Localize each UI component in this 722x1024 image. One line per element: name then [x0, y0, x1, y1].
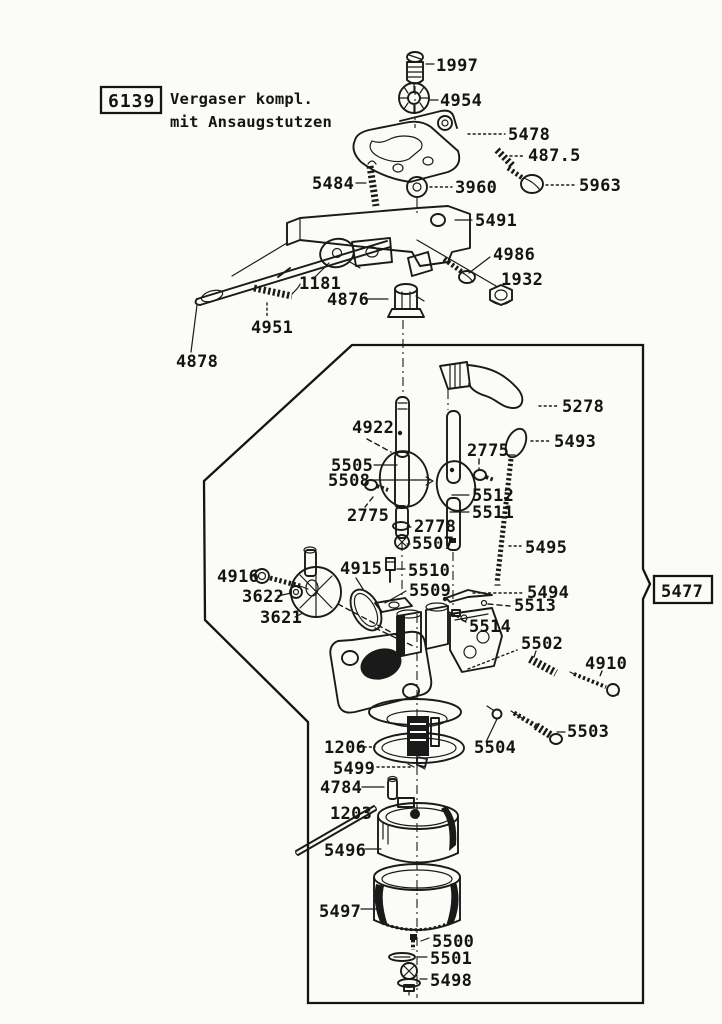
part-drawing-4876 [388, 284, 424, 317]
header [101, 87, 332, 131]
part-label-4876: 4876 [327, 290, 370, 310]
part-label-5484: 5484 [312, 174, 355, 194]
part-label-5505: 5505 [331, 456, 374, 476]
part-label-5278: 5278 [562, 397, 605, 417]
page-title-line1: Vergaser kompl. [170, 90, 313, 108]
page-title-line2: mit Ansaugstutzen [170, 113, 333, 131]
part-label-5514: 5514 [469, 617, 512, 637]
part-label-1932: 1932 [501, 270, 544, 290]
part-label-5510: 5510 [408, 561, 451, 581]
part-label-3960: 3960 [455, 178, 498, 198]
part-label-4954: 4954 [440, 91, 483, 111]
part-drawing-4784-pin [388, 777, 397, 800]
part-drawing-5504-pin [487, 706, 502, 719]
part-drawing-4910-screw [570, 672, 619, 696]
part-label-2778: 2778 [414, 517, 457, 537]
part-label-5478: 5478 [508, 125, 551, 145]
part-drawing-1181 [317, 235, 360, 271]
part-label-5963: 5963 [579, 176, 622, 196]
part-label-4784: 4784 [320, 778, 363, 798]
part-label-1181: 1181 [299, 274, 342, 294]
part-label-5477: 5477 [661, 582, 704, 602]
part-label-5496: 5496 [324, 841, 367, 861]
part-label-5507: 5507 [412, 534, 455, 554]
part-label-2775-lower: 2775 [347, 506, 390, 526]
part-label-4922: 4922 [352, 418, 395, 438]
part-label-3621: 3621 [260, 608, 303, 628]
catalog-number: 6139 [108, 91, 156, 112]
part-label-1203: 1203 [330, 804, 373, 824]
part-label-5501: 5501 [430, 949, 473, 969]
part-drawing-3621 [291, 547, 341, 617]
part-label-4986: 4986 [493, 245, 536, 265]
part-label-5494: 5494 [527, 583, 570, 603]
part-label-5498: 5498 [430, 971, 473, 991]
part-label-4951: 4951 [251, 318, 294, 338]
part-label-5509: 5509 [409, 581, 452, 601]
part-label-5508: 5508 [328, 471, 371, 491]
part-drawing-5278 [440, 362, 522, 408]
part-label-4916: 4916 [217, 567, 260, 587]
part-drawing-5484 [368, 161, 376, 206]
part-drawing-4986 [444, 259, 475, 283]
part-drawing-5503-screw [511, 711, 562, 744]
part-label-5511: 5511 [472, 503, 515, 523]
part-labels [176, 56, 627, 991]
part-drawing-5501-washer [389, 953, 415, 961]
part-label-4915: 4915 [340, 559, 383, 579]
part-label-1997: 1997 [436, 56, 479, 76]
part-drawing-5491 [287, 206, 470, 276]
part-drawing-5500-screw [410, 934, 417, 950]
part-label-5513: 5513 [514, 596, 557, 616]
part-drawing-4954 [399, 83, 429, 113]
part-label-3622: 3622 [242, 587, 285, 607]
part-drawing-2775-upper-screw [474, 470, 494, 480]
part-label-4878: 4878 [176, 352, 219, 372]
part-label-2775-upper: 2775 [467, 441, 510, 461]
part-label-5512: 5512 [472, 486, 515, 506]
part-label-5503: 5503 [567, 722, 610, 742]
part-label-5504: 5504 [474, 738, 517, 758]
part-drawing-5502-spring [530, 659, 556, 673]
part-label-5500: 5500 [432, 932, 475, 952]
part-label-5499: 5499 [333, 759, 376, 779]
part-drawing-5963 [508, 168, 543, 193]
part-label-5491: 5491 [475, 211, 518, 231]
part-drawing-4875-spring [497, 150, 513, 166]
part-label-5497: 5497 [319, 902, 362, 922]
part-drawing-main-jet [407, 716, 439, 756]
part-drawing-5496-float [378, 798, 458, 863]
part-drawing-1997 [407, 52, 423, 84]
part-label-5493: 5493 [554, 432, 597, 452]
part-label-5502: 5502 [521, 634, 564, 654]
part-label-4910: 4910 [585, 654, 628, 674]
part-label-4875: 487.5 [528, 146, 581, 166]
part-label-1206: 1206 [324, 738, 367, 758]
part-label-5495: 5495 [525, 538, 568, 558]
part-drawing-5510 [386, 558, 395, 582]
